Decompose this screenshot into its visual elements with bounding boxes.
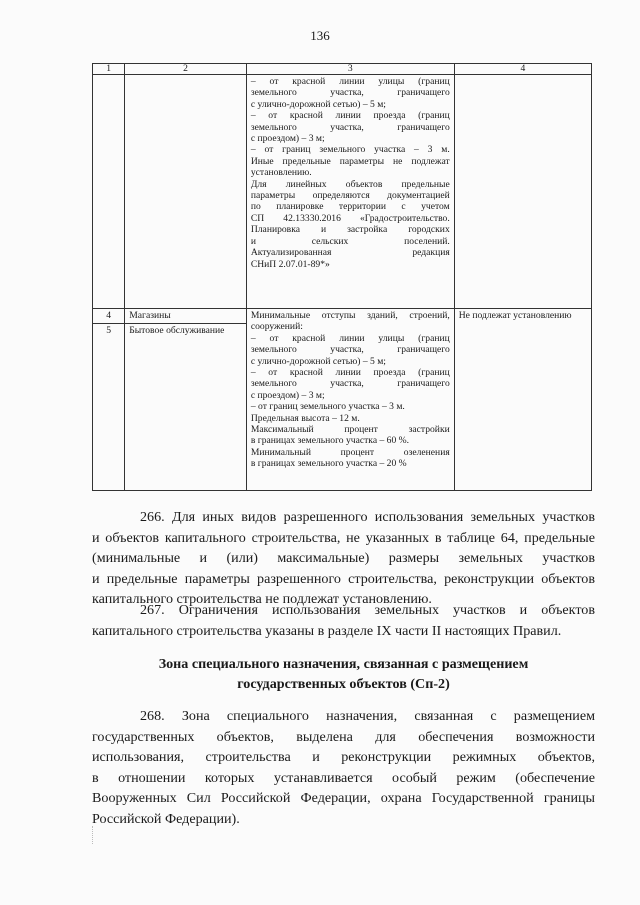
- cell-num: [93, 75, 125, 309]
- text-line: в границах земельного участка – 60 %.: [250, 435, 410, 447]
- parameters-table: [92, 63, 592, 491]
- text-line: и сельских поселений.: [250, 235, 450, 247]
- text-line: Предельная высота – 12 м.: [250, 412, 360, 424]
- cell-name: [125, 75, 247, 309]
- text-line: с проездом) – 3 м;: [250, 389, 325, 401]
- row-name: Магазины: [125, 309, 247, 324]
- text-line: Для линейных объектов предельные: [250, 178, 450, 190]
- text-line: с улично-дорожной сетью) – 5 м;: [250, 98, 386, 110]
- text-line: земельного участка, граничащего: [250, 344, 450, 356]
- section-heading: [92, 654, 595, 694]
- text-line: (минимальные и (или) максимальные) размеры земельных участков: [92, 550, 595, 567]
- text-line: в границах земельного участка – 20 %: [250, 458, 407, 470]
- cell-notes: [454, 75, 591, 309]
- text-line: Актуализированная редакция: [250, 247, 450, 259]
- scan-margin-mark: [92, 826, 94, 844]
- heading-line: государственных объектов (Сп-2): [237, 676, 450, 692]
- cell-notes: Не подлежат установлению: [454, 309, 591, 491]
- header-col-1: 1: [93, 64, 125, 75]
- text-line: установлению.: [250, 167, 312, 179]
- text-line: государственных объектов, выделена для обеспечения возможности: [92, 728, 595, 745]
- text-line: земельного участка, граничащего: [250, 121, 450, 133]
- text-line: – от красной линии проезда (границ: [250, 110, 450, 122]
- cell-parameters: [246, 75, 454, 309]
- text-line: Максимальный процент застройки: [250, 424, 450, 436]
- heading-line: Зона специального назначения, связанная с размещением: [158, 656, 529, 672]
- header-col-4: 4: [454, 64, 591, 75]
- text-line: Минимальный процент озеленения: [250, 446, 450, 458]
- header-col-2: 2: [125, 64, 247, 75]
- page-number: 136: [310, 28, 330, 43]
- paragraph-268: [92, 706, 595, 830]
- text-line: – от красной линии проезда (границ: [250, 367, 450, 379]
- cell-parameters: [246, 309, 454, 491]
- text-line: 267. Ограничения использования земельных участков и объектов: [140, 602, 595, 618]
- row-name: Бытовое обслуживание: [125, 324, 247, 491]
- text-line: капитального строительства указаны в разделе IX части II настоящих Правил.: [92, 622, 562, 639]
- table-header-row: [93, 64, 592, 75]
- text-line: СП 42.13330.2016 «Градостроительство.: [250, 212, 450, 224]
- text-line: земельного участка, граничащего: [250, 87, 450, 99]
- text-line: сооружений:: [250, 321, 303, 333]
- text-line: 266. Для иных видов разрешенного использования земельных участков: [140, 509, 595, 525]
- text-line: 268. Зона специального назначения, связанная с размещением: [140, 708, 595, 724]
- row-number: 4: [93, 309, 125, 324]
- text-line: Иные предельные параметры не подлежат: [250, 155, 450, 167]
- text-line: Российской Федерации).: [92, 810, 240, 827]
- text-line: параметры определяются документацией: [250, 190, 450, 202]
- text-line: – от красной линии улицы (границ: [250, 332, 450, 344]
- text-line: – от красной линии улицы (границ: [250, 76, 450, 87]
- header-col-3: 3: [246, 64, 454, 75]
- text-line: по планировке территории с учетом: [250, 201, 450, 213]
- text-line: и объектов капитального строительства, не указанных в таблице 64, предельные: [92, 529, 595, 546]
- text-line: с улично-дорожной сетью) – 5 м;: [250, 355, 386, 367]
- table-row: [93, 309, 592, 324]
- text-line: капитального строительства не подлежат установлению.: [92, 591, 432, 608]
- table-row-continued: [93, 75, 592, 309]
- row-number: 5: [93, 324, 125, 491]
- paragraph-266: [92, 507, 595, 610]
- text-line: и предельные параметры разрешенного строительства, реконструкции объектов: [92, 570, 595, 587]
- text-line: земельного участка, граничащего: [250, 378, 450, 390]
- text-line: СНиП 2.07.01-89*»: [250, 258, 330, 270]
- text-line: с проездом) – 3 м;: [250, 133, 325, 145]
- paragraph-267: [92, 600, 595, 641]
- text-line: Планировка и застройка городских: [250, 224, 450, 236]
- text-line: – от границ земельного участка – 3 м.: [250, 401, 405, 413]
- text-line: Минимальные отступы зданий, строений,: [250, 310, 450, 321]
- text-line: использования, строительства и реконструкции режимных объектов,: [92, 749, 595, 766]
- text-line: – от границ земельного участка – 3 м.: [250, 144, 450, 156]
- text-line: в отношении которых устанавливается особый режим (обеспечение: [92, 769, 595, 786]
- text-line: Вооруженных Сил Российской Федерации, охрана Государственной границы: [92, 790, 595, 807]
